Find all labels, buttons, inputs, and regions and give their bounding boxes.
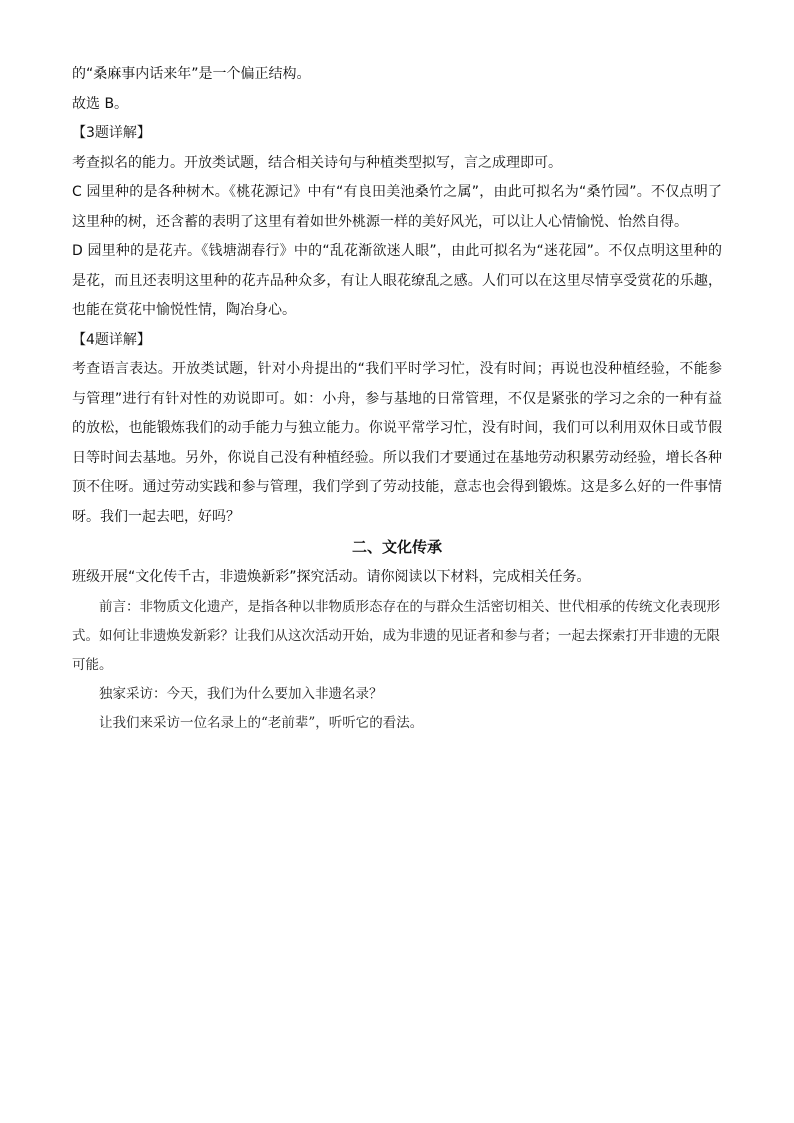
document-body bbox=[72, 60, 722, 738]
paragraph-q3-intro: 考查拟名的能力。开放类试题，结合相关诗句与种植类型拟写，言之成理即可。 bbox=[72, 154, 562, 171]
paragraph-garden-c: C 园里种的是各种树木。《桃花源记》中有“有良田美池桑竹之属”，由此可拟名为“桑竹园”。不仅点明了这里种的树，还含蓄的表明了这里有着如世外桃源一样的美好风光，可以让人心情愉悦、怡然自得。 bbox=[72, 184, 722, 230]
answer-line: 故选 B。 bbox=[72, 95, 129, 112]
paragraph-1: 的“桑麻事内话来年”是一个偏正结构。 bbox=[72, 66, 311, 82]
interview-text: 独家采访：今天，我们为什么要加入非遗名录？ bbox=[99, 685, 383, 702]
section-intro: 班级开展“文化传千古，非遗焕新彩”探究活动。请你阅读以下材料，完成相关任务。 bbox=[72, 569, 591, 585]
section-title: 二、文化传承 bbox=[351, 538, 442, 556]
interview-followup-text: 让我们来采访一位名录上的“老前辈”，听听它的看法。 bbox=[99, 714, 424, 731]
preface-text: 前言：非物质文化遗产，是指各种以非物质形态存在的与群众生活密切相关、世代相承的传统文化表现形式。如何让非遗焕发新彩？让我们从这次活动开始，成为非遗的见证者和参与者；一起去探索打开非遗的无限可能。 bbox=[72, 598, 720, 673]
heading-q4: 【4题详解】 bbox=[72, 331, 151, 348]
paragraph-garden-d: D 园里种的是花卉。《钱塘湖春行》中的“乱花渐欲迷人眼”，由此可拟名为“迷花园”。不仅点明这里种的是花，而且还表明这里种的花卉品种众多，有让人眼花缭乱之感。人们可以在这里尽情享受赏花的乐趣，也能在赏花中愉悦性情，陶冶身心。 bbox=[72, 243, 722, 318]
paragraph-q4: 考查语言表达。开放类试题，针对小舟提出的“我们平时学习忙，没有时间；再说也没种植经验，不能参与管理”进行有针对性的劝说即可。如：小舟，参与基地的日常管理，不仅是紧张的学习之余的一种有益的放松，也能锻炼我们的动手能力与独立能力。你说平常学习忙，没有时间，我们可以利用双休日或节假日等时间去基地。另外，你说自己没有种植经验。所以我们才要通过在基地劳动积累劳动经验，增长各种顶不住呀。通过劳动实践和参与管理，我们学到了劳动技能，意志也会得到锻炼。这是多么好的一件事情呀。我们一起去吧，好吗？ bbox=[72, 361, 722, 525]
heading-q3: 【3题详解】 bbox=[72, 125, 151, 141]
